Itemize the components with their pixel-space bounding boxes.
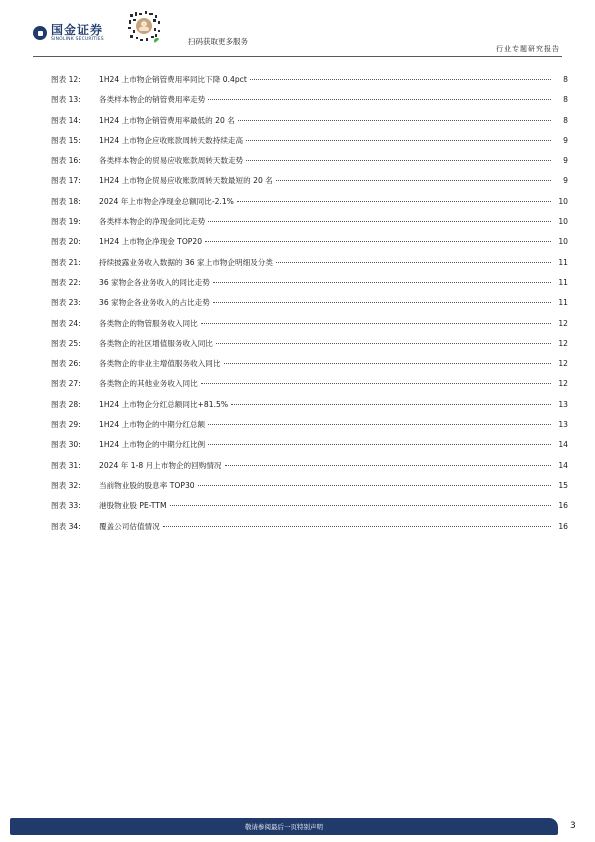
figure-number: 图表 12: — [51, 75, 81, 84]
figure-number: 图表 22: — [51, 277, 81, 287]
figure-title: 各类物企的社区增值服务收入同比 — [99, 338, 213, 348]
figure-page-number: 12 — [558, 318, 568, 328]
figure-number: 图表 33: — [51, 501, 81, 511]
logo-mark-icon — [33, 26, 47, 40]
toc-entry[interactable] — [51, 419, 568, 439]
toc-entry[interactable] — [51, 460, 568, 480]
toc-entry[interactable] — [51, 74, 568, 94]
figure-title: 覆盖公司估值情况 — [99, 521, 160, 531]
toc-entry[interactable] — [51, 378, 568, 398]
leader-dots — [208, 99, 551, 100]
leader-dots — [213, 302, 551, 303]
figure-page-number: 13 — [558, 399, 568, 409]
leader-dots — [201, 383, 551, 384]
figure-title: 2024 年上市物企净现金总额同比-2.1% — [99, 196, 234, 206]
leader-dots — [216, 343, 551, 344]
figure-number: 图表 18: — [51, 196, 81, 206]
company-name-cn: 国金证券 — [51, 23, 104, 37]
leader-dots — [276, 262, 551, 263]
toc-entry[interactable] — [51, 135, 568, 155]
figure-page-number: 12 — [558, 338, 568, 348]
disclaimer-notice: 敬请参阅最后一页特别声明 — [245, 823, 323, 831]
figure-title: 1H24 上市物企的中期分红比例 — [99, 440, 206, 450]
toc-entry[interactable] — [51, 500, 568, 520]
figure-number: 图表 34: — [51, 521, 81, 531]
company-logo — [33, 24, 104, 43]
figure-page-number: 9 — [563, 135, 568, 145]
figure-number: 图表 26: — [51, 359, 81, 369]
toc-entry[interactable] — [51, 358, 568, 378]
figure-page-number: 8 — [563, 95, 568, 105]
figure-number: 图表 19: — [51, 217, 81, 227]
page-number: 3 — [570, 821, 576, 831]
figure-number: 图表 25: — [51, 338, 81, 348]
leader-dots — [276, 180, 551, 181]
figure-title: 1H24 上市物企的中期分红总额 — [99, 420, 206, 430]
toc-entry[interactable] — [51, 115, 568, 135]
leader-dots — [201, 323, 551, 324]
figure-page-number: 11 — [558, 277, 568, 287]
figure-title: 港股物业股 PE-TTM — [99, 501, 167, 511]
leader-dots — [238, 120, 551, 121]
toc-entry[interactable] — [51, 439, 568, 459]
figure-page-number: 12 — [558, 359, 568, 369]
figure-number: 图表 13: — [51, 95, 81, 105]
figure-page-number: 13 — [558, 420, 568, 430]
toc-entry[interactable] — [51, 277, 568, 297]
figure-number: 图表 16: — [51, 156, 81, 166]
figure-title: 各类物企的非业主增值服务收入同比 — [99, 359, 221, 369]
figure-number: 图表 30: — [51, 440, 81, 450]
figure-number: 图表 27: — [51, 379, 81, 389]
toc-entry[interactable] — [51, 338, 568, 358]
figure-number: 图表 17: — [51, 176, 81, 186]
figure-page-number: 14 — [558, 460, 568, 470]
figure-title: 当前物业股的股息率 TOP30 — [99, 480, 195, 490]
figure-title: 1H24 上市物企销管费用率同比下降 0.4pct — [99, 75, 247, 84]
figure-title: 1H24 上市物企贸易应收账款周转天数最短的 20 名 — [99, 176, 273, 186]
report-type-label: 行业专题研究报告 — [496, 45, 560, 53]
figure-number: 图表 21: — [51, 257, 81, 267]
footer-bar — [10, 818, 558, 835]
figure-title: 各类物企的其他业务收入同比 — [99, 379, 198, 389]
figure-title: 1H24 上市物企销管费用率最低的 20 名 — [99, 115, 235, 125]
leader-dots — [246, 140, 551, 141]
figure-number: 图表 31: — [51, 460, 81, 470]
toc-entry[interactable] — [51, 196, 568, 216]
figure-number: 图表 20: — [51, 237, 81, 247]
figure-title: 各类物企的物管服务收入同比 — [99, 318, 198, 328]
toc-entry[interactable] — [51, 521, 568, 541]
figure-title: 1H24 上市物企净现金 TOP20 — [99, 237, 203, 247]
leader-dots — [163, 526, 551, 527]
leader-dots — [250, 79, 551, 80]
figure-number: 图表 29: — [51, 420, 81, 430]
leader-dots — [208, 424, 551, 425]
figure-title: 2024 年 1-8 月上市物企的回购情况 — [99, 460, 222, 470]
leader-dots — [237, 201, 551, 202]
toc-entry[interactable] — [51, 94, 568, 114]
figure-page-number: 16 — [558, 501, 568, 511]
figure-page-number: 10 — [558, 237, 568, 247]
figure-title: 各类样本物企的净现金同比走势 — [99, 217, 206, 227]
toc-entry[interactable] — [51, 480, 568, 500]
toc-entry[interactable] — [51, 257, 568, 277]
figure-number: 图表 24: — [51, 318, 81, 328]
figure-number: 图表 23: — [51, 298, 81, 308]
figure-page-number: 15 — [558, 480, 568, 490]
toc-entry[interactable] — [51, 155, 568, 175]
figure-number: 图表 15: — [51, 135, 81, 145]
figure-title: 36 家物企各业务收入的占比走势 — [99, 298, 210, 308]
leader-dots — [213, 282, 551, 283]
leader-dots — [208, 221, 551, 222]
figure-index-list — [51, 74, 568, 541]
figure-page-number: 9 — [563, 176, 568, 186]
figure-page-number: 9 — [563, 156, 568, 166]
company-name-en: SINOLINK SECURITIES — [51, 37, 104, 42]
toc-entry[interactable] — [51, 175, 568, 195]
figure-title: 1H24 上市物企分红总额同比+81.5% — [99, 399, 229, 409]
figure-page-number: 11 — [558, 257, 568, 267]
figure-page-number: 11 — [558, 298, 568, 308]
figure-page-number: 8 — [563, 115, 568, 125]
scan-prompt: 扫码获取更多服务 — [188, 37, 248, 46]
figure-number: 图表 28: — [51, 399, 81, 409]
figure-number: 图表 14: — [51, 115, 81, 125]
figure-page-number: 8 — [563, 75, 568, 84]
figure-title: 持续披露业务收入数据的 36 家上市物企明细及分类 — [99, 257, 273, 267]
leader-dots — [224, 363, 552, 364]
leader-dots — [170, 505, 552, 506]
leader-dots — [231, 404, 551, 405]
figure-title: 1H24 上市物企应收账款周转天数持续走高 — [99, 135, 244, 145]
toc-entry[interactable] — [51, 297, 568, 317]
toc-entry[interactable] — [51, 236, 568, 256]
figure-title: 36 家物企各业务收入的同比走势 — [99, 277, 210, 287]
figure-title: 各类样本物企的销管费用率走势 — [99, 95, 206, 105]
leader-dots — [208, 444, 551, 445]
toc-entry[interactable] — [51, 399, 568, 419]
figure-number: 图表 32: — [51, 480, 81, 490]
header-divider — [33, 56, 562, 57]
figure-page-number: 10 — [558, 217, 568, 227]
figure-title: 各类样本物企的贸易应收账款周转天数走势 — [99, 156, 244, 166]
leader-dots — [205, 241, 551, 242]
qr-code-icon[interactable] — [124, 6, 164, 46]
figure-page-number: 14 — [558, 440, 568, 450]
toc-entry[interactable] — [51, 318, 568, 338]
page-header — [0, 0, 595, 60]
figure-page-number: 16 — [558, 521, 568, 531]
leader-dots — [246, 160, 551, 161]
figure-page-number: 10 — [558, 196, 568, 206]
leader-dots — [225, 465, 552, 466]
figure-page-number: 12 — [558, 379, 568, 389]
toc-entry[interactable] — [51, 216, 568, 236]
leader-dots — [198, 485, 551, 486]
